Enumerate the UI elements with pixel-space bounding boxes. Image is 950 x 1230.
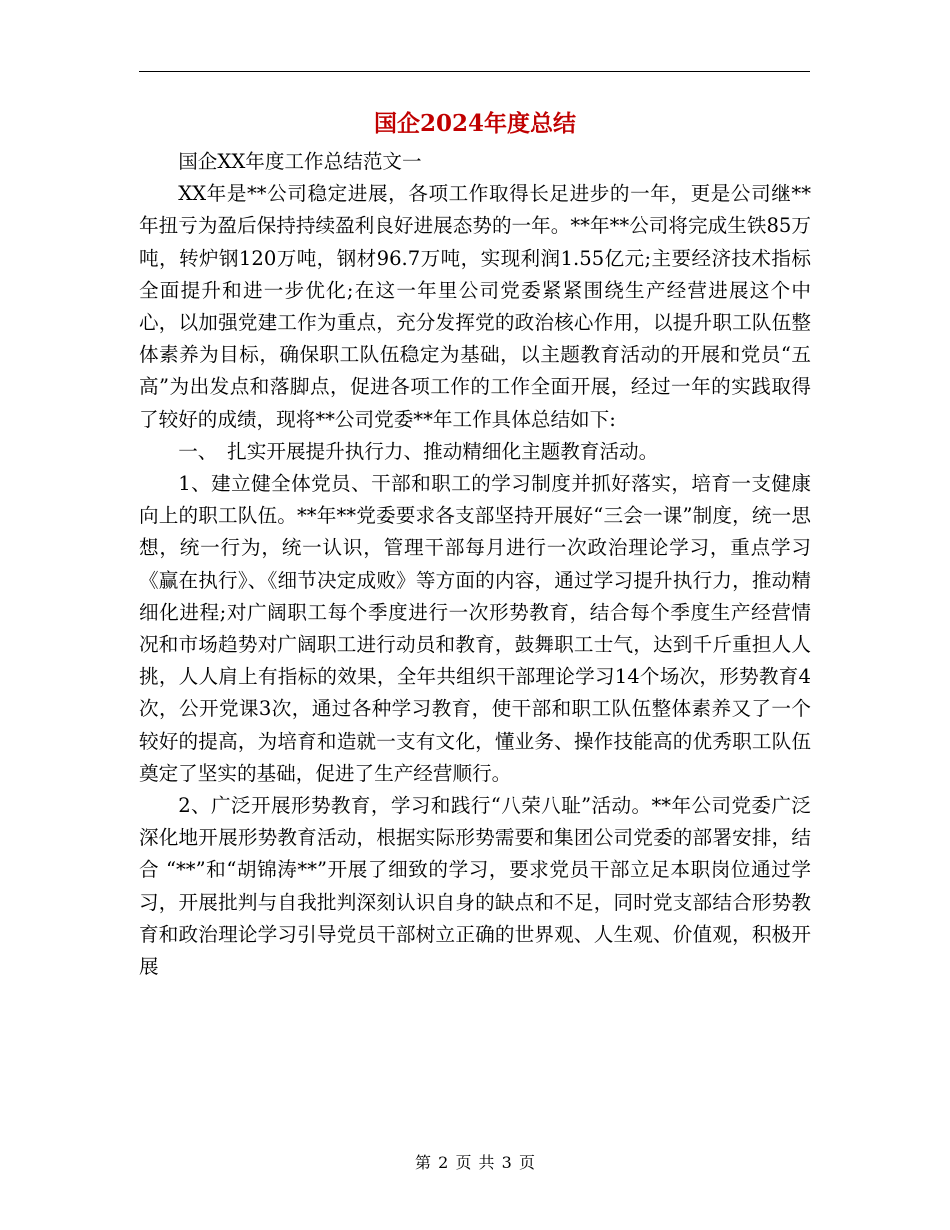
- intro-paragraph: XX年是**公司稳定进展，各项工作取得长足进步的一年，更是公司继**年扭亏为盈后保持持续盈利良好进展态势的一年。**年**公司将完成生铁85万吨，转炉钢120万吨，钢材96.7万吨，实现利润1.55亿元;主要经济技术指标全面提升和进一步优化;在这一年里公司党委紧紧围绕生产经营进展这个中心，以加强党建工作为重点，充分发挥党的政治核心作用，以提升职工队伍整体素养为目标，确保职工队伍稳定为基础，以主题教育活动的开展和党员“五高”为出发点和落脚点，促进各项工作的工作全面开展，经过一年的实践取得了较好的成绩，现将**公司党委**年工作具体总结如下:: [139, 182, 811, 431]
- page-footer: [0, 1152, 950, 1174]
- total-pages-number: 3: [501, 1153, 512, 1172]
- footer-suffix: 页: [518, 1153, 535, 1172]
- body-paragraph: 1、建立健全体党员、干部和职工的学习制度并抓好落实，培育一支健康向上的职工队伍。**年**党委要求各支部坚持开展好“三会一课”制度，统一思想，统一行为，统一认识，管理干部每月进行一次政治理论学习，重点学习《赢在执行》、《细节决定成败》等方面的内容，通过学习提升执行力，推动精细化进程;对广阔职工每个季度进行一次形势教育，结合每个季度生产经营情况和市场趋势对广阔职工进行动员和教育，鼓舞职工士气，达到千斤重担人人挑，人人肩上有指标的效果，全年共组织干部理论学习14个场次，形势教育4次，公开党课3次，通过各种学习教育，使干部和职工队伍整体素养又了一个较好的提高，为培育和造就一支有文化，懂业务、操作技能高的优秀职工队伍奠定了坚实的基础，促进了生产经营顺行。: [139, 472, 811, 785]
- footer-total-word: 共: [478, 1153, 495, 1172]
- body-paragraph: 2、广泛开展形势教育，学习和践行“八荣八耻”活动。**年公司党委广泛深化地开展形势教育活动，根据实际形势需要和集团公司党委的部署安排，结合 “**”和“胡锦涛**”开展了细致的学习，要求党员干部立足本职岗位通过学习，开展批判与自我批判深刻认识自身的缺点和不足，同时党支部结合形势教育和政治理论学习引导党员干部树立正确的世界观、人生观、价值观，积极开展: [139, 794, 811, 979]
- current-page-number: 2: [438, 1153, 449, 1172]
- section-heading: 国企XX年度工作总结范文一: [178, 150, 422, 173]
- document-title: 国企2024年度总结: [373, 110, 576, 137]
- document-body: [139, 146, 811, 983]
- footer-prefix: 第: [415, 1153, 432, 1172]
- footer-page-word: 页: [455, 1153, 472, 1172]
- header-rule: [139, 71, 810, 72]
- subsection-heading: 一、 扎实开展提升执行力、推动精细化主题教育活动。: [178, 439, 659, 463]
